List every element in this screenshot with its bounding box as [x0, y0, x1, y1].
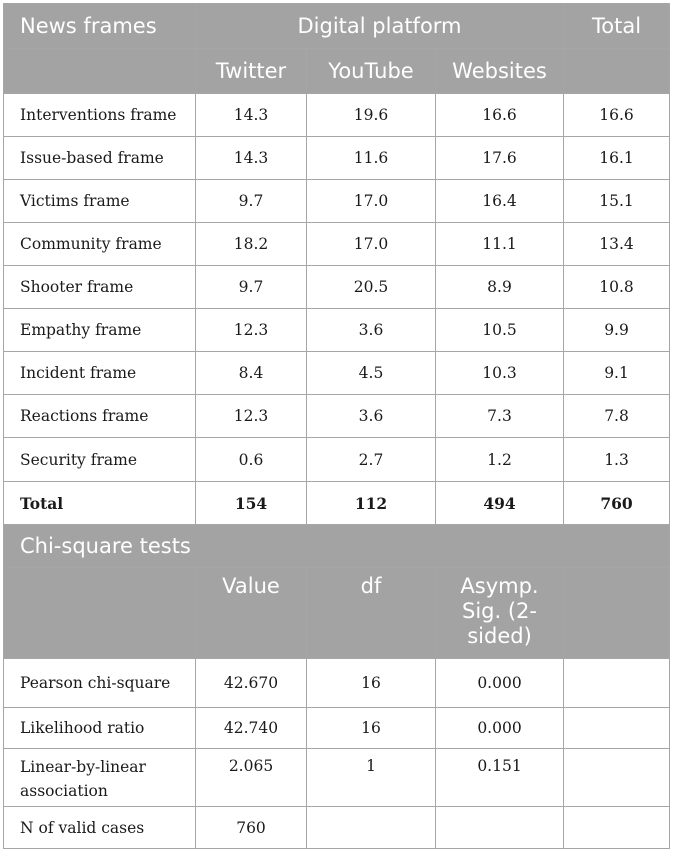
frame-label: Interventions frame: [4, 94, 196, 137]
table-row: [4, 807, 670, 849]
twitter-value: 8.4: [196, 352, 307, 395]
empty-cell: [564, 659, 670, 708]
total-value: 16.1: [564, 137, 670, 180]
total-value: 7.8: [564, 395, 670, 438]
header-row-1: [4, 4, 670, 49]
test-value: 42.740: [196, 708, 307, 749]
youtube-total: 112: [307, 482, 436, 525]
test-sig: [436, 807, 564, 849]
table-row: [4, 659, 670, 708]
youtube-value: 3.6: [307, 395, 436, 438]
test-df: 16: [307, 708, 436, 749]
total-value: 15.1: [564, 180, 670, 223]
digital-platform-header: Digital platform: [196, 4, 564, 49]
websites-value: 11.1: [436, 223, 564, 266]
header-empty-cell: [4, 49, 196, 94]
total-value: 9.9: [564, 309, 670, 352]
total-value: 1.3: [564, 438, 670, 482]
header-empty-cell: [564, 49, 670, 94]
youtube-value: 2.7: [307, 438, 436, 482]
table-row: [4, 708, 670, 749]
test-df: 1: [307, 749, 436, 807]
chi-square-title: Chi-square tests: [4, 525, 670, 568]
twitter-value: 18.2: [196, 223, 307, 266]
total-value: 9.1: [564, 352, 670, 395]
websites-value: 10.5: [436, 309, 564, 352]
youtube-value: 4.5: [307, 352, 436, 395]
table-row: [4, 749, 670, 807]
twitter-value: 12.3: [196, 309, 307, 352]
youtube-value: 3.6: [307, 309, 436, 352]
twitter-value: 9.7: [196, 180, 307, 223]
total-header: Total: [564, 4, 670, 49]
news-frames-table: [3, 3, 670, 849]
test-label: Pearson chi-square: [4, 659, 196, 708]
twitter-value: 14.3: [196, 94, 307, 137]
table-row: [4, 180, 670, 223]
test-label: Linear-by-linear association: [4, 749, 196, 807]
test-df: 16: [307, 659, 436, 708]
frame-label: Issue-based frame: [4, 137, 196, 180]
frame-label: Reactions frame: [4, 395, 196, 438]
test-label: N of valid cases: [4, 807, 196, 849]
frame-label: Shooter frame: [4, 266, 196, 309]
empty-cell: [564, 749, 670, 807]
grand-total: 760: [564, 482, 670, 525]
websites-value: 8.9: [436, 266, 564, 309]
websites-value: 16.6: [436, 94, 564, 137]
test-sig: 0.000: [436, 659, 564, 708]
youtube-header: YouTube: [307, 49, 436, 94]
twitter-value: 14.3: [196, 137, 307, 180]
table-row: [4, 137, 670, 180]
chi-square-title-row: [4, 525, 670, 568]
empty-cell: [564, 708, 670, 749]
total-label: Total: [4, 482, 196, 525]
header-row-2: [4, 49, 670, 94]
table-row: [4, 266, 670, 309]
youtube-value: 20.5: [307, 266, 436, 309]
frame-label: Empathy frame: [4, 309, 196, 352]
test-df: [307, 807, 436, 849]
table-row: [4, 395, 670, 438]
youtube-value: 17.0: [307, 223, 436, 266]
value-header: Value: [196, 568, 307, 659]
frame-label: Community frame: [4, 223, 196, 266]
frame-label: Security frame: [4, 438, 196, 482]
youtube-value: 19.6: [307, 94, 436, 137]
websites-value: 16.4: [436, 180, 564, 223]
twitter-value: 0.6: [196, 438, 307, 482]
websites-value: 7.3: [436, 395, 564, 438]
header-empty-cell: [564, 568, 670, 659]
df-header: df: [307, 568, 436, 659]
websites-value: 10.3: [436, 352, 564, 395]
test-value: 2.065: [196, 749, 307, 807]
websites-total: 494: [436, 482, 564, 525]
twitter-value: 9.7: [196, 266, 307, 309]
youtube-value: 17.0: [307, 180, 436, 223]
websites-value: 1.2: [436, 438, 564, 482]
total-value: 16.6: [564, 94, 670, 137]
websites-value: 17.6: [436, 137, 564, 180]
sig-header: Asymp. Sig. (2-sided): [436, 568, 564, 659]
table-row: [4, 352, 670, 395]
frame-label: Incident frame: [4, 352, 196, 395]
table-row: [4, 94, 670, 137]
twitter-total: 154: [196, 482, 307, 525]
websites-header: Websites: [436, 49, 564, 94]
twitter-header: Twitter: [196, 49, 307, 94]
test-value: 42.670: [196, 659, 307, 708]
news-frames-header: News frames: [4, 4, 196, 49]
test-sig: 0.151: [436, 749, 564, 807]
chi-square-header-row: [4, 568, 670, 659]
youtube-value: 11.6: [307, 137, 436, 180]
header-empty-cell: [4, 568, 196, 659]
empty-cell: [564, 807, 670, 849]
twitter-value: 12.3: [196, 395, 307, 438]
test-sig: 0.000: [436, 708, 564, 749]
test-value: 760: [196, 807, 307, 849]
total-value: 10.8: [564, 266, 670, 309]
test-label: Likelihood ratio: [4, 708, 196, 749]
total-value: 13.4: [564, 223, 670, 266]
table-row: [4, 309, 670, 352]
table-row: [4, 438, 670, 482]
table-row: [4, 223, 670, 266]
frame-label: Victims frame: [4, 180, 196, 223]
total-row: [4, 482, 670, 525]
